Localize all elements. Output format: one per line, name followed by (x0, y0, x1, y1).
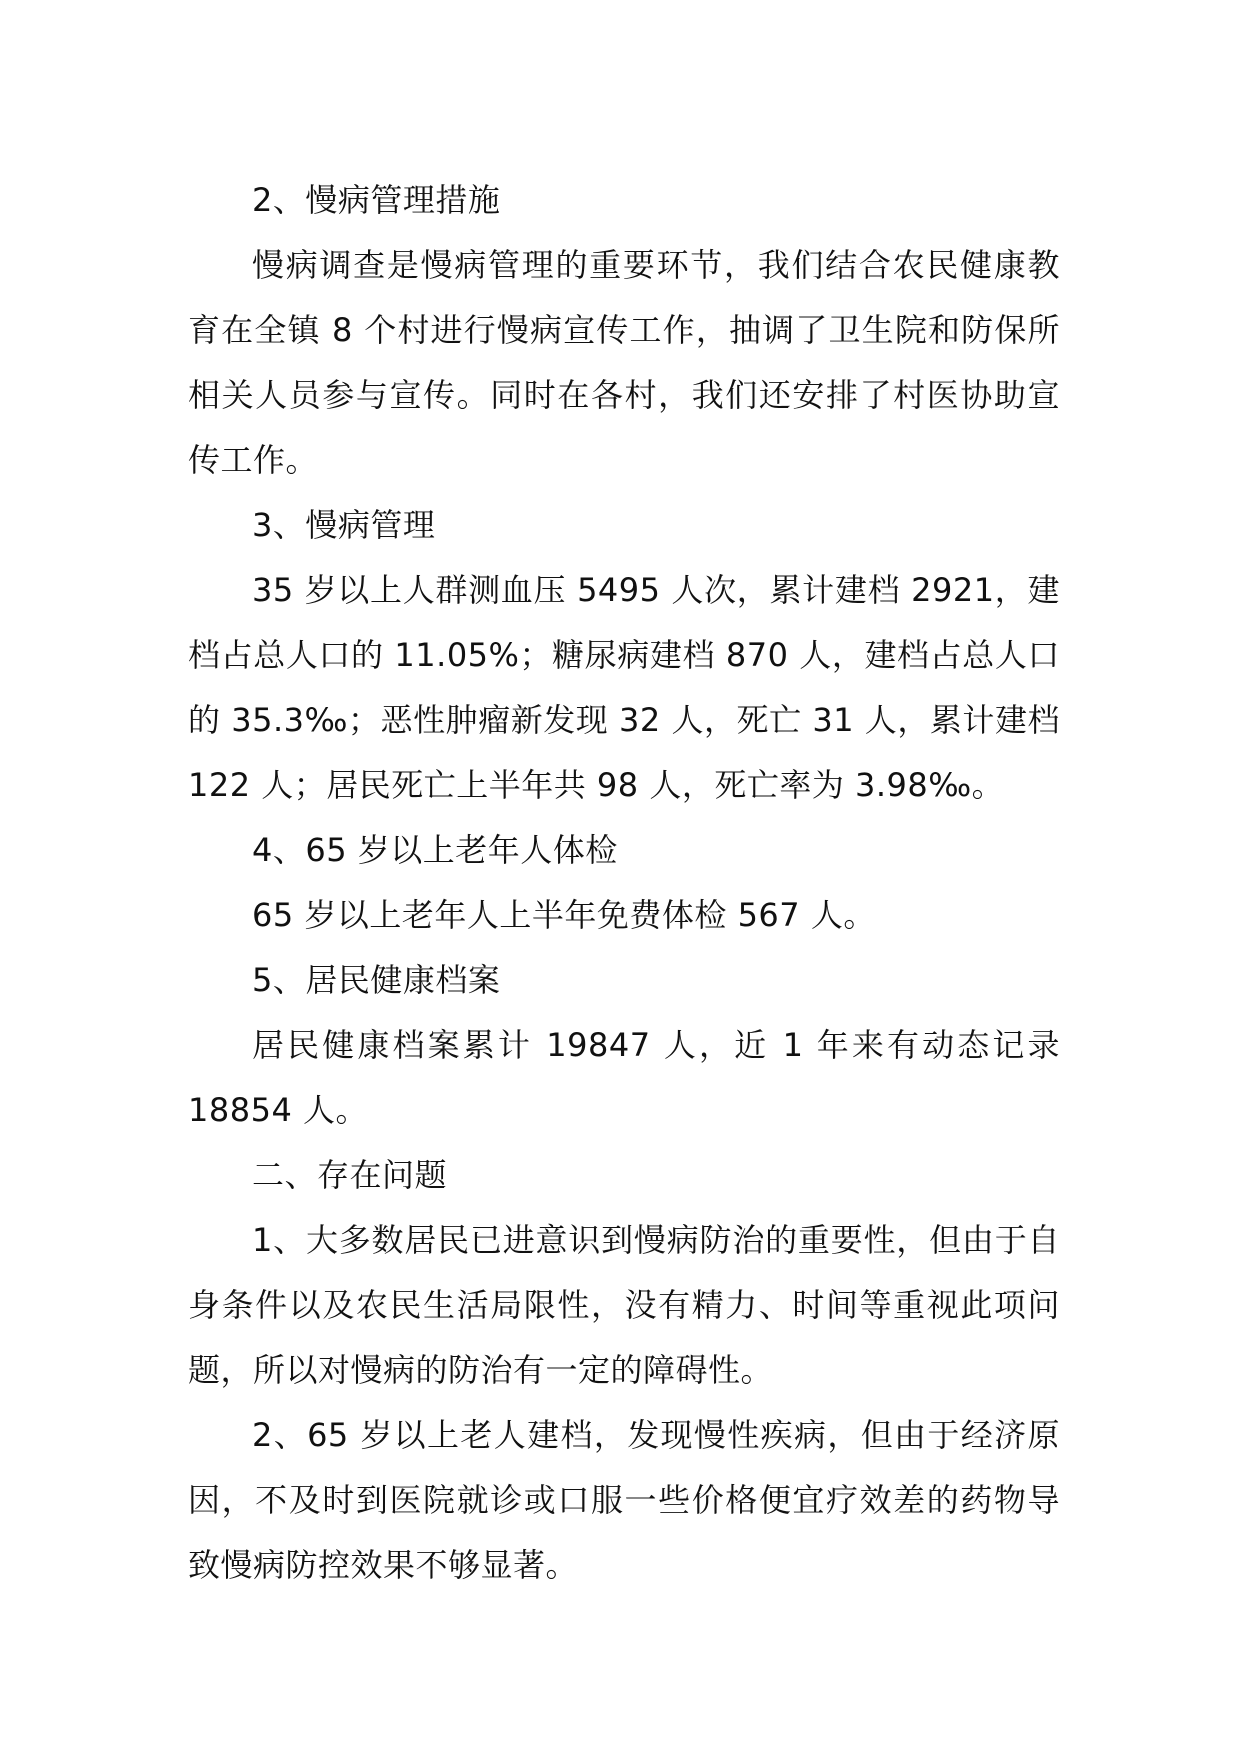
paragraph-problem-2: 2、65 岁以上老人建档，发现慢性疾病，但由于经济原因，不及时到医院就诊或口服一些价格便宜疗效差的药物导致慢病防控效果不够显著。 (188, 1416, 1060, 1584)
paragraph-chronic-disease-statistics: 35 岁以上人群测血压 5495 人次，累计建档 2921，建档占总人口的 11.05%；糖尿病建档 870 人，建档占总人口的 35.3‰；恶性肿瘤新发现 32 人，死亡 31 人，累计建档 122 人；居民死亡上半年共 98 人，死亡率为 3.98‰。 (188, 571, 1060, 804)
section-heading-health-records: 5、居民健康档案 (252, 961, 501, 999)
section-heading-elderly-checkup: 4、65 岁以上老年人体检 (252, 831, 618, 869)
section-heading-chronic-disease-measures: 2、慢病管理措施 (252, 181, 501, 219)
paragraph-problem-1: 1、大多数居民已进意识到慢病防治的重要性，但由于自身条件以及农民生活局限性，没有精力、时间等重视此项问题，所以对慢病的防治有一定的障碍性。 (188, 1221, 1060, 1389)
paragraph-health-records: 居民健康档案累计 19847 人，近 1 年来有动态记录 18854 人。 (188, 1026, 1060, 1129)
section-heading-existing-problems: 二、存在问题 (252, 1156, 448, 1194)
section-heading-chronic-disease-management: 3、慢病管理 (252, 506, 436, 544)
document-body (188, 168, 1060, 1598)
paragraph-chronic-disease-survey: 慢病调查是慢病管理的重要环节，我们结合农民健康教育在全镇 8 个村进行慢病宣传工作，抽调了卫生院和防保所相关人员参与宣传。同时在各村，我们还安排了村医协助宣传工作。 (188, 246, 1060, 479)
paragraph-elderly-checkup: 65 岁以上老年人上半年免费体检 567 人。 (252, 896, 876, 934)
